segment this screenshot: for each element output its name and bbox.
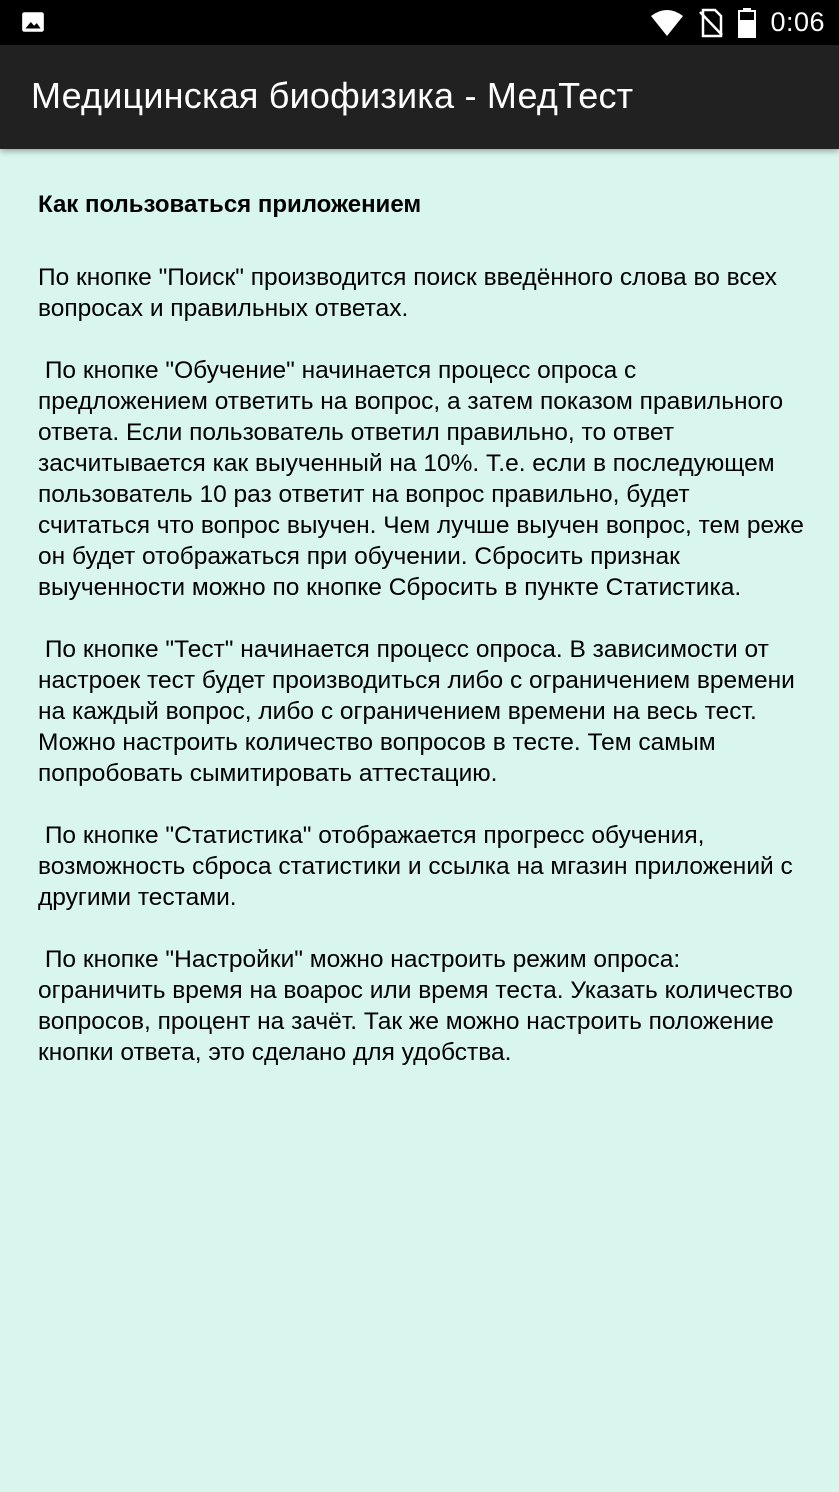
image-notification-icon xyxy=(20,9,46,35)
status-bar xyxy=(0,0,839,45)
app-title: Медицинская биофизика - МедТест xyxy=(31,75,634,116)
help-paragraph-search: По кнопке "Поиск" производится поиск введённого слова во всех вопросах и правильных ответах. xyxy=(38,264,784,322)
app-bar xyxy=(0,45,839,149)
help-paragraph-learning: По кнопке "Обучение" начинается процесс опроса с предложением ответить на вопрос, а затем показом правильного ответа. Если пользователь ответил правильно, то ответ засчитывается как выученный на 10%. Т.е. если в последующем пользователь 10 раз ответит на вопрос правильно, будет считаться что вопрос выучен. Чем лучше выучен вопрос, тем реже он будет отображаться при обучении. Сбросить признак выученности можно по кнопке Сбросить в пункте Статистика. xyxy=(38,357,811,601)
help-content xyxy=(38,188,811,1099)
status-time: 0:06 xyxy=(770,7,825,37)
wifi-icon xyxy=(650,9,684,37)
help-paragraph-settings: По кнопке "Настройки" можно настроить режим опроса: ограничить время на воарос или время теста. Указать количество вопросов, процент на зачёт. Так же можно настроить положение кнопки ответа, это сделано для удобства. xyxy=(38,946,800,1066)
help-paragraph-test: По кнопке "Тест" начинается процесс опроса. В зависимости от настроек тест будет производиться либо с ограничением времени на каждый вопрос, либо с ограничением времени на весь тест. Можно настроить количество вопросов в тесте. Тем самым попробовать сымитировать аттестацию. xyxy=(38,636,802,787)
no-sim-icon xyxy=(698,8,724,38)
help-paragraph-statistics: По кнопке "Статистика" отображается прогресс обучения, возможность сброса статистики и ссылка на мгазин приложений с другими тестами. xyxy=(38,822,800,911)
help-heading: Как пользоваться приложением xyxy=(38,191,422,218)
battery-icon xyxy=(738,8,756,38)
status-icons xyxy=(650,0,825,45)
